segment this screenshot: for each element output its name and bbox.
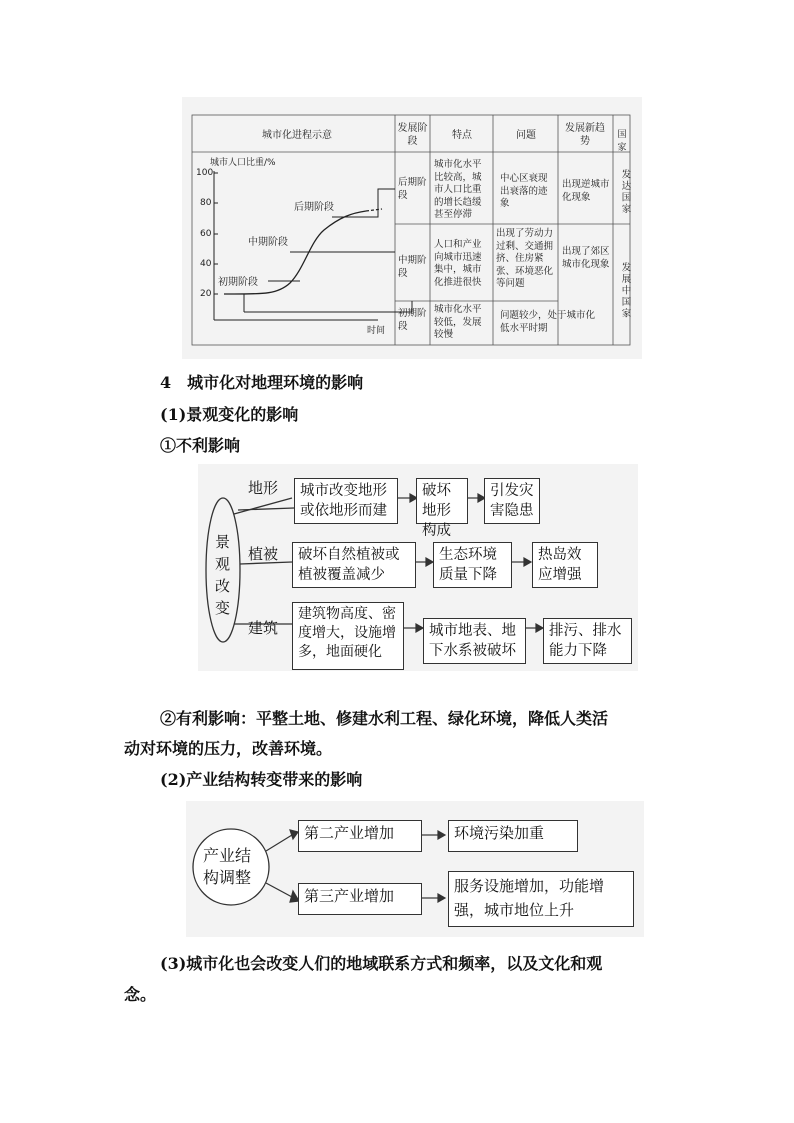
terrain-box-3: 引发灾害隐患 <box>484 478 540 524</box>
chart-x-label: 时间 <box>367 326 386 336</box>
building-box-2: 城市地表、地下水系被破坏 <box>423 618 526 664</box>
country-developed: 发达国家 <box>619 169 631 215</box>
point-3-line2: 念。 <box>124 985 157 1004</box>
tertiary-industry-box: 第三产业增加 <box>298 883 422 915</box>
row3-stage: 初期阶段 <box>398 308 427 332</box>
row1-problem: 中心区衰现出衰落的迹象 <box>500 173 548 209</box>
y-tick-40: 40 <box>200 259 212 269</box>
services-box: 服务设施增加，功能增强，城市地位上升 <box>448 871 634 927</box>
row3-feature: 城市化水平较低，发展较慢 <box>434 304 482 340</box>
row1-trend: 出现逆城市化现象 <box>562 179 610 203</box>
subheading-landscape: (1)景观变化的影响 <box>160 405 299 424</box>
row3-problem: 问题较少，处于城市化低水平时期 <box>500 310 596 334</box>
urbanization-table-figure <box>182 97 642 359</box>
subheading-industry: (2)产业结构转变带来的影响 <box>160 770 363 789</box>
urbanization-curve-chart <box>214 171 412 320</box>
favorable-impact-line1: ②有利影响：平整土地、修建水利工程、绿化环境，降低人类活 <box>160 709 609 728</box>
vegetation-box-1: 破坏自然植被或植被覆盖减少 <box>292 542 416 588</box>
label-vegetation: 植被 <box>248 545 279 563</box>
y-tick-60: 60 <box>200 229 212 239</box>
header-problem: 问题 <box>516 130 536 141</box>
label-building: 建筑 <box>248 619 279 637</box>
chart-stage-late: 后期阶段 <box>294 202 334 213</box>
row1-stage: 后期阶段 <box>398 177 427 201</box>
chart-stage-middle: 中期阶段 <box>248 237 288 248</box>
favorable-impact-line2: 动对环境的压力，改善环境。 <box>124 739 333 758</box>
label-terrain: 地形 <box>248 479 279 497</box>
country-developing: 发展中国家 <box>619 262 631 320</box>
row2-stage: 中期阶段 <box>398 255 427 279</box>
vegetation-box-2: 生态环境质量下降 <box>433 542 512 588</box>
header-trend: 发展新趋势 <box>565 123 605 147</box>
vegetation-box-3: 热岛效应增强 <box>532 542 598 588</box>
row2-feature: 人口和产业向城市迅速集中，城市化推进很快 <box>434 239 482 288</box>
point-3-line1: (3)城市化也会改变人们的地域联系方式和频率，以及文化和观 <box>160 954 603 973</box>
y-tick-80: 80 <box>200 198 212 208</box>
header-stage: 发展阶段 <box>397 123 428 147</box>
building-box-1: 建筑物高度、密度增大，设施增多，地面硬化 <box>292 602 404 670</box>
pollution-box: 环境污染加重 <box>448 820 578 852</box>
subheading-unfavorable: ①不利影响 <box>160 436 241 455</box>
chart-stage-early: 初期阶段 <box>218 277 258 288</box>
y-tick-20: 20 <box>200 289 212 299</box>
row2-problem: 出现了劳动力过剩、交通拥挤、住房紧张、环境恶化等问题 <box>496 228 554 289</box>
header-country: 国家 <box>617 130 627 153</box>
industry-structure-diagram <box>186 801 644 937</box>
section-4-heading: 4 城市化对地理环境的影响 <box>160 373 364 392</box>
landscape-center: 景观改变 <box>215 533 231 617</box>
building-box-3: 排污、排水能力下降 <box>543 618 632 664</box>
terrain-box-2: 破坏地形构成 <box>416 478 468 524</box>
header-diagram: 城市化进程示意 <box>262 130 332 141</box>
terrain-box-1: 城市改变地形或依地形而建 <box>294 478 398 524</box>
row2-trend: 出现了郊区城市化现象 <box>562 246 610 270</box>
y-tick-100: 100 <box>196 168 214 178</box>
industry-center: 产业结构调整 <box>203 846 252 887</box>
secondary-industry-box: 第二产业增加 <box>298 820 422 852</box>
row1-feature: 城市化水平比较高，城市人口比重的增长趋缓甚至停滞 <box>434 159 482 220</box>
header-feature: 特点 <box>452 130 472 141</box>
landscape-change-diagram <box>198 464 638 671</box>
chart-y-label: 城市人口比重/% <box>210 158 276 168</box>
